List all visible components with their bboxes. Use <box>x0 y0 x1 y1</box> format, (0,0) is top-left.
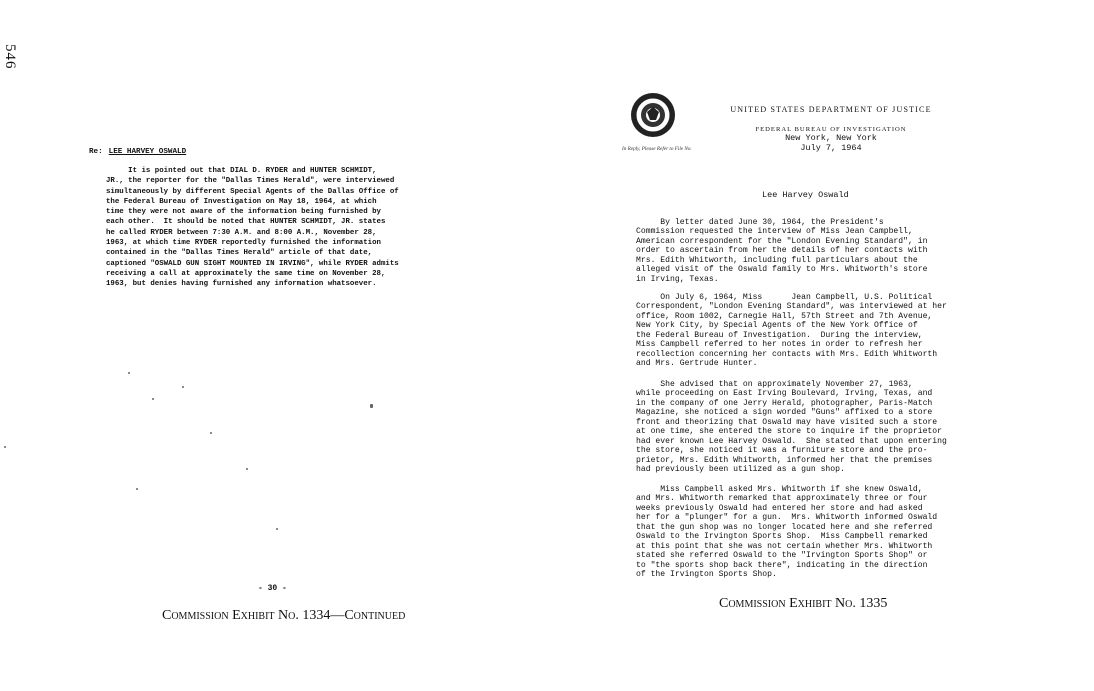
paragraph-3 <box>636 380 1028 475</box>
text-line: Commission requested the interview of Miss Jean Campbell, <box>636 227 913 237</box>
subject-left: LEE HARVEY OSWALD <box>108 148 187 156</box>
letterhead <box>716 105 946 153</box>
text-line: while proceeding on East Irving Boulevard, Irving, Texas, and <box>636 389 933 399</box>
text-line: the store, she noticed it was a furniture store and the pro- <box>636 446 928 456</box>
department-name: UNITED STATES DEPARTMENT OF JUSTICE <box>730 105 932 114</box>
text-line: the Federal Bureau of Investigation on May 18, 1964, at which <box>106 197 377 206</box>
text-line: 1963, but denies having furnished any information whatsoever. <box>106 280 377 289</box>
exhibit-caption-right: Commission Exhibit No. 1335 <box>719 596 888 611</box>
text-line: order to ascertain from her the details of her contacts with <box>636 246 928 256</box>
text-line: the Federal Bureau of Investigation. During the interview, <box>636 330 923 340</box>
text-line: Magazine, she noticed a sign worded "Guns" affixed to a store <box>636 408 933 418</box>
text-line: Miss Campbell asked Mrs. Whitworth if she knew Oswald, <box>636 485 923 494</box>
text-line: Miss Campbell referred to her notes in order to refresh her <box>636 340 923 350</box>
scan-speck <box>210 432 212 434</box>
text-line: had previously been utilized as a gun shop. <box>636 465 845 475</box>
scan-speck <box>276 528 278 530</box>
text-line: simultaneously by different Special Agents of the Dallas Office of <box>106 187 399 196</box>
paragraph-1 <box>636 218 1028 284</box>
scan-speck <box>128 372 130 374</box>
reply-note: In Reply, Please Refer to File No. <box>622 146 692 152</box>
text-line: 1963, at which time RYDER reportedly furnished the information <box>106 239 381 248</box>
text-line: American correspondent for the "London Evening Standard", in <box>636 236 928 246</box>
text-line: in the company of one Jerry Herald, photographer, Paris-Match <box>636 398 933 408</box>
text-line: each other. It should be noted that HUNTER SCHMIDT, JR. states <box>106 218 386 227</box>
scan-speck <box>4 446 6 448</box>
text-line: captioned "OSWALD GUN SIGHT MOUNTED IN IRVING", while RYDER admits <box>106 259 399 268</box>
text-line: her for a "plunger" for a gun. Mrs. Whitworth informed Oswald <box>636 513 938 523</box>
doj-seal-icon <box>630 92 676 138</box>
text-line: receiving a call at approximately the same time on November 28, <box>106 269 386 278</box>
text-line: time they were not aware of the information being furnished by <box>106 208 381 217</box>
text-line: of the Irvington Sports Shop. <box>636 570 777 580</box>
text-line: at this point that she was not certain whether Mrs. Whitworth <box>636 541 933 551</box>
text-line: had ever known Lee Harvey Oswald. She stated that upon entering <box>636 436 947 446</box>
location: New York, New York <box>785 133 877 143</box>
text-line: that the gun shop was no longer located here and she referred <box>636 522 933 532</box>
text-line: and Mrs. Gertrude Hunter. <box>636 359 758 369</box>
text-line: On July 6, 1964, Miss Jean Campbell, U.S. Political <box>636 293 933 302</box>
text-line: Correspondent, "London Evening Standard", was interviewed at her <box>636 302 947 312</box>
scan-speck <box>136 488 138 490</box>
paragraph-2 <box>636 293 1028 369</box>
text-line: alleged visit of the Oswald family to Mrs. Whitworth's store <box>636 265 928 275</box>
text-line: to "the sports shop back there", indicating in the direction <box>636 560 928 570</box>
text-line: at one time, she entered the store to inquire if the proprietor <box>636 427 942 437</box>
text-line: Oswald to the Irvington Sports Shop. Miss Campbell remarked <box>636 532 928 542</box>
letter-date: July 7, 1964 <box>800 143 862 153</box>
text-line: stated she referred Oswald to the "Irvington Sports Shop" or <box>636 551 928 561</box>
page-number: 546 <box>2 44 18 70</box>
exhibit-caption-left: Commission Exhibit No. 1334—Continued <box>162 608 406 623</box>
text-line: prietor, Mrs. Edith Whitworth, informed her that the premises <box>636 455 933 465</box>
text-line: in Irving, Texas. <box>636 274 719 284</box>
text-line: front and theorizing that Oswald may have visited such a store <box>636 417 938 427</box>
scan-speck <box>246 468 248 470</box>
subject-right: Lee Harvey Oswald <box>762 190 849 200</box>
subject-line <box>89 148 186 156</box>
text-line: It is pointed out that DIAL D. RYDER and HUNTER SCHMIDT, <box>106 167 377 175</box>
text-line: office, Room 1002, Carnegie Hall, 57th Street and 7th Avenue, <box>636 311 933 321</box>
text-line: he called RYDER between 7:30 A.M. and 8:00 A.M., November 28, <box>106 228 377 237</box>
bureau-name: FEDERAL BUREAU OF INVESTIGATION <box>755 126 907 133</box>
text-line: contained in the "Dallas Times Herald" article of that date, <box>106 249 373 258</box>
text-line: JR., the reporter for the "Dallas Times Herald", were interviewed <box>106 177 395 186</box>
paragraph-4 <box>636 485 1028 580</box>
text-line: weeks previously Oswald had entered her store and had asked <box>636 503 923 513</box>
text-line: She advised that on approximately November 27, 1963, <box>636 380 913 389</box>
re-label: Re: <box>89 148 103 156</box>
text-line: and Mrs. Whitworth remarked that approximately three or four <box>636 494 928 504</box>
text-line: New York City, by Special Agents of the New York Office of <box>636 321 918 331</box>
scan-speck <box>370 404 373 408</box>
text-line: recollection concerning her contacts with Mrs. Edith Whitworth <box>636 349 938 359</box>
text-line: By letter dated June 30, 1964, the President's <box>636 218 884 227</box>
page-marker: - 30 - <box>258 584 287 593</box>
left-paragraph <box>106 166 462 290</box>
text-line: Mrs. Edith Whitworth, including full particulars about the <box>636 255 918 265</box>
scan-speck <box>182 386 184 388</box>
scan-speck <box>152 398 154 400</box>
